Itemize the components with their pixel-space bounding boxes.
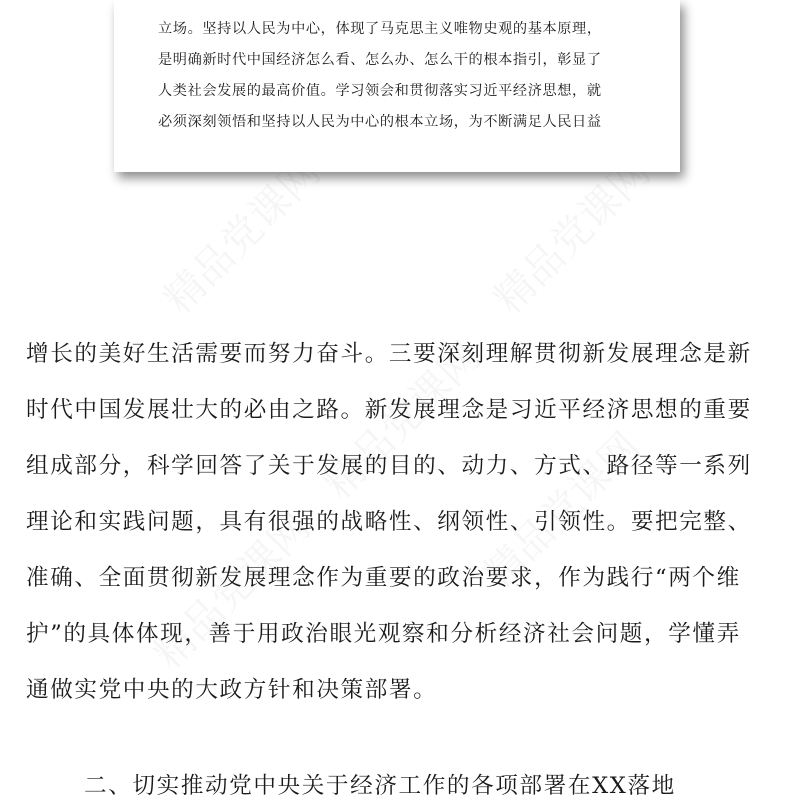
card-text-line: 必须深刻领悟和坚持以人民为中心的根本立场，为不断满足人民日益	[158, 114, 602, 130]
watermark-text: 精品党课网	[475, 424, 650, 598]
card-text-block	[158, 14, 602, 138]
watermark-text: 精品党课网	[315, 334, 490, 508]
body-text-line: 增长的美好生活需要而努力奋斗。三要深刻理解贯彻新发展理念是新	[26, 341, 752, 367]
body-text-line: 准确、全面贯彻新发展理念作为重要的政治要求，作为践行“两个维	[26, 565, 741, 591]
card-text-line: 人类社会发展的最高价值。学习领会和贯彻落实习近平经济思想，就	[158, 83, 602, 99]
watermark-text: 精品党课网	[485, 149, 660, 323]
body-text-line: 通做实党中央的大政方针和决策部署。	[26, 677, 438, 703]
quoted-document-card	[114, 0, 680, 172]
body-text-line: 理论和实践问题，具有很强的战略性、纲领性、引领性。要把完整、	[26, 509, 752, 535]
body-text-line: 护”的具体体现，善于用政治眼光观察和分析经济社会问题，学懂弄	[26, 621, 741, 647]
section-heading: 二、切实推动党中央关于经济工作的各项部署在XX落地	[84, 773, 676, 799]
watermark-text: 精品党课网	[155, 149, 330, 323]
watermark-text: 精品党课网	[145, 504, 320, 678]
card-text-line: 立场。坚持以人民为中心，体现了马克思主义唯物史观的基本原理，	[158, 21, 602, 37]
body-text-line: 组成部分，科学回答了关于发展的目的、动力、方式、路径等一系列	[26, 453, 752, 479]
body-text-line: 时代中国发展壮大的必由之路。新发展理念是习近平经济思想的重要	[26, 397, 752, 423]
body-paragraph	[26, 334, 752, 726]
card-text-line: 是明确新时代中国经济怎么看、怎么办、怎么干的根本指引，彰显了	[158, 52, 602, 68]
